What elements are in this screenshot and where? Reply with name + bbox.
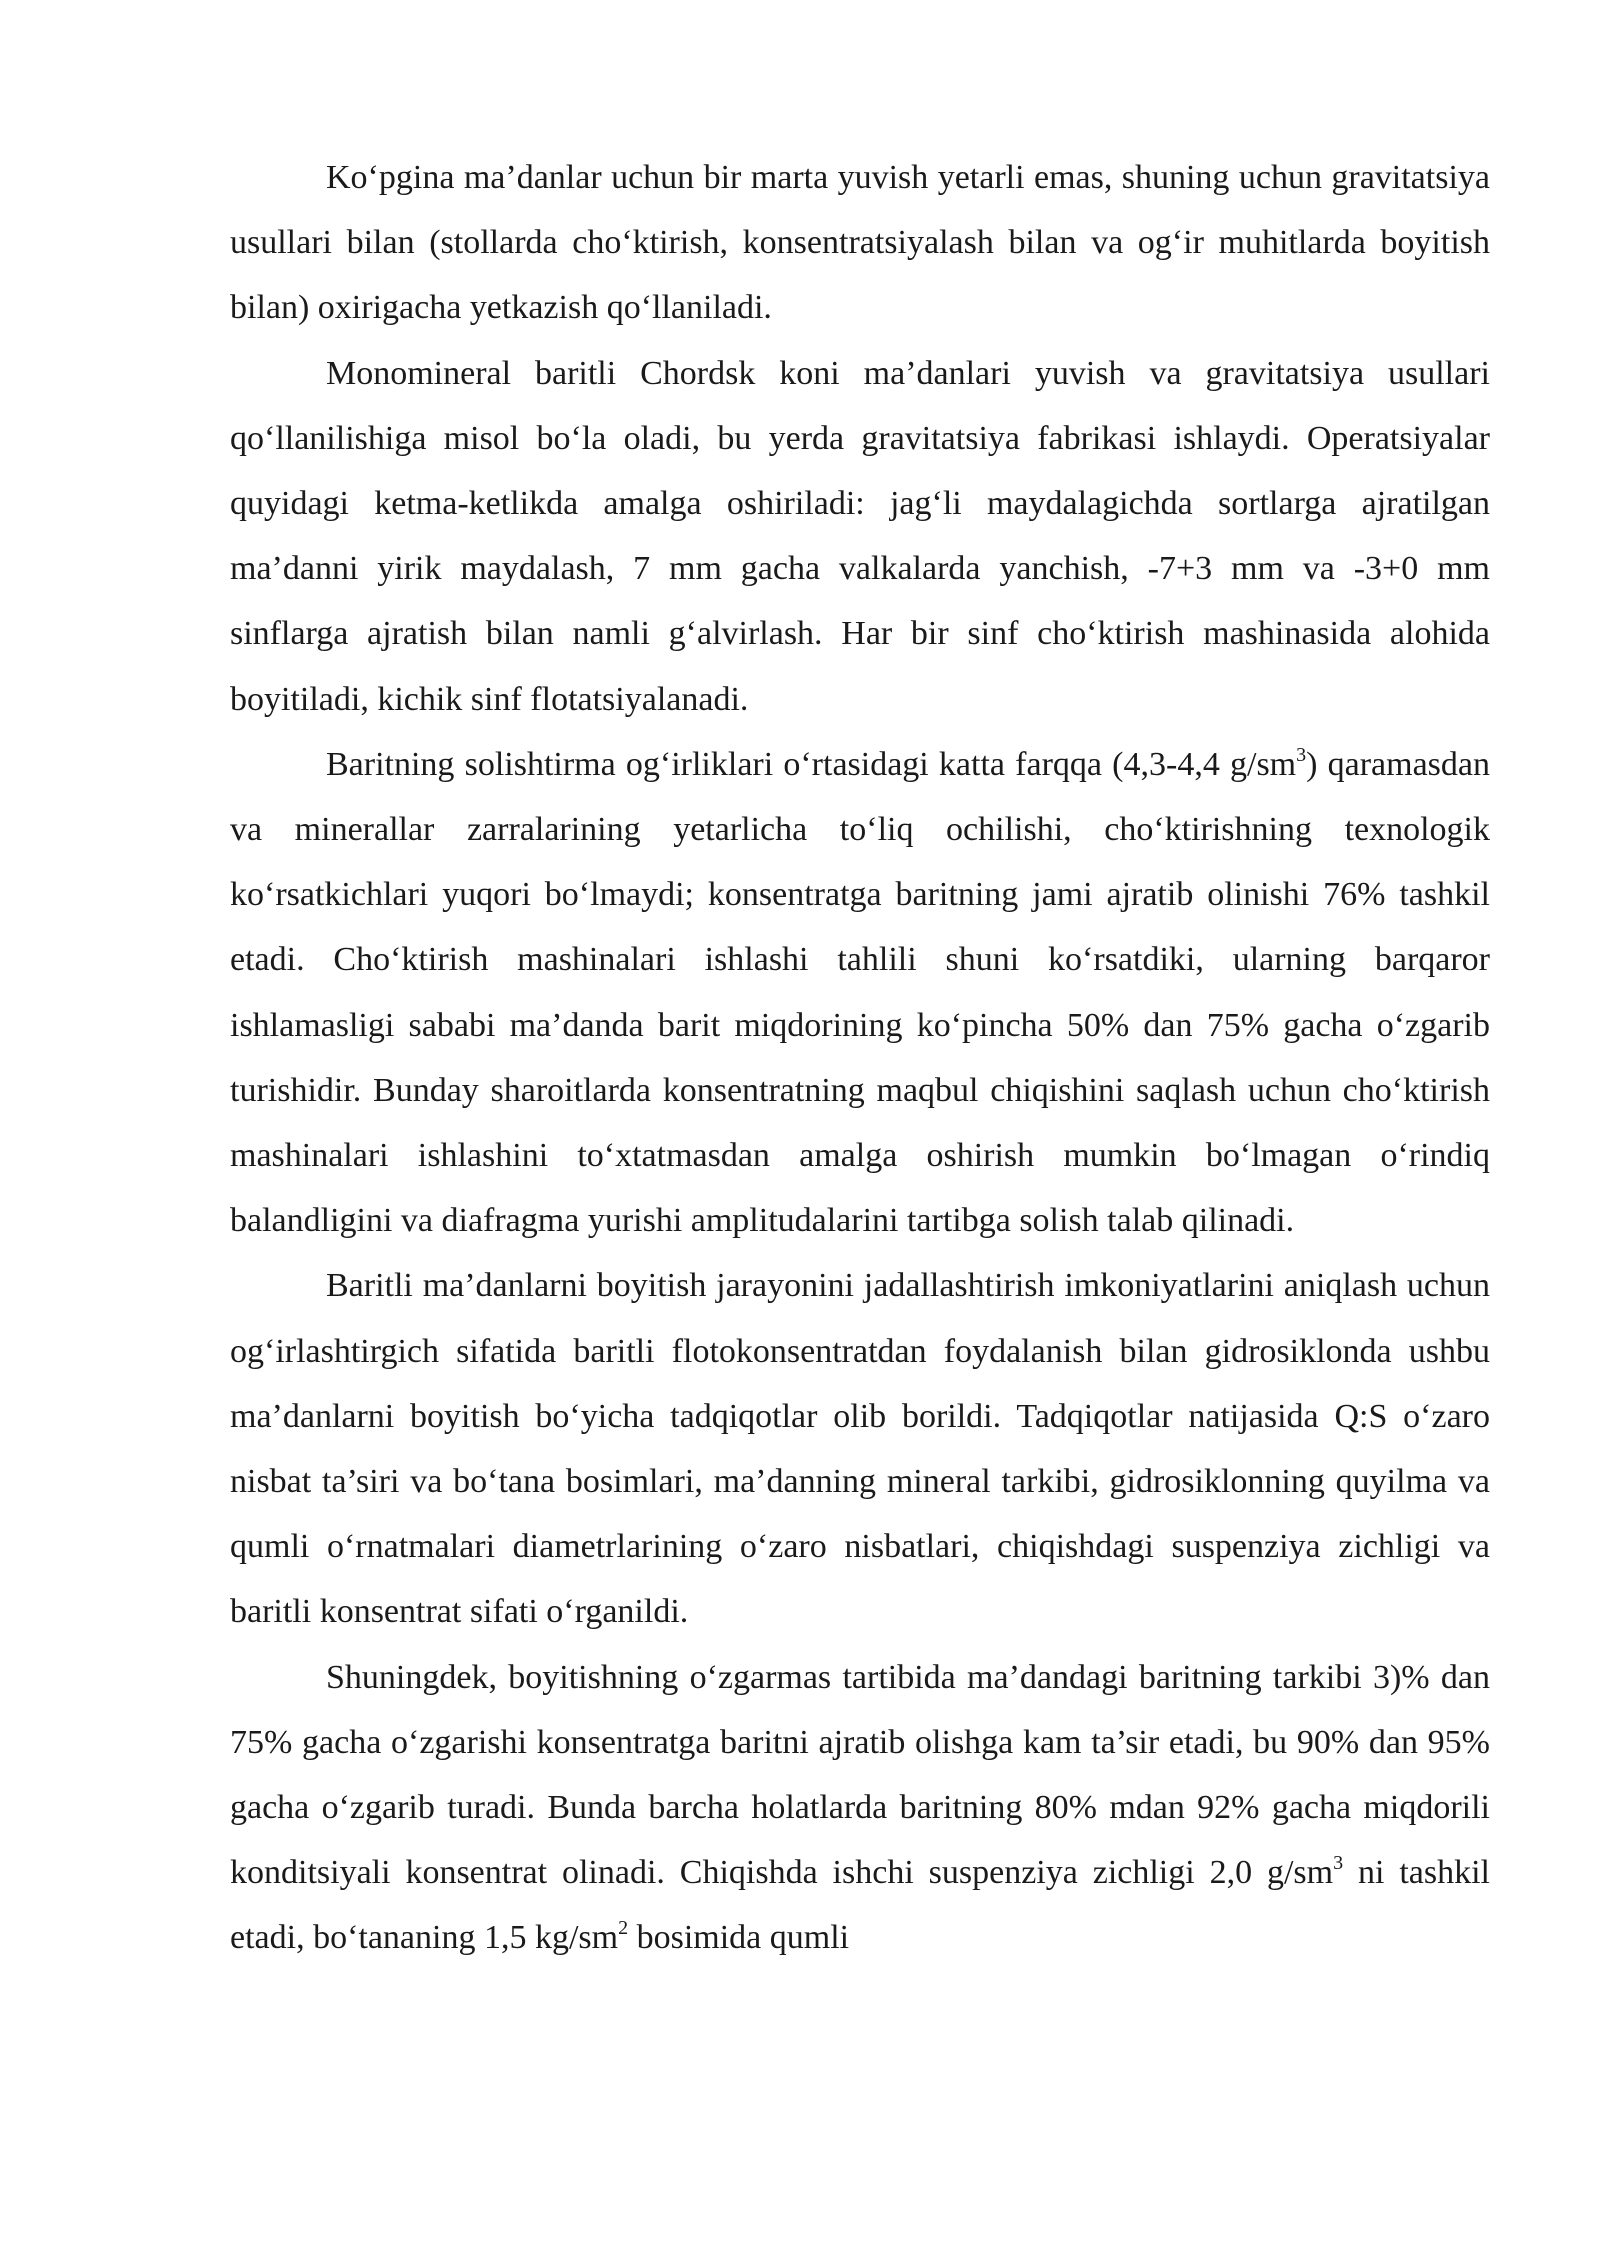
paragraph-3-text-a: Baritning solishtirma og‘irliklari o‘rtasidagi katta farqqa (4,3-4,4 g/sm (326, 745, 1297, 783)
superscript-square: 2 (618, 1917, 629, 1940)
document-page (230, 145, 1490, 1971)
paragraph-4: Baritli ma’danlarni boyitish jarayonini jadallashtirish imkoniyatlarini aniqlash uchun og‘irlashtirgich sifatida baritli flotokonsentratdan foydalanish bilan gidrosiklonda ushbu ma’danlarni boyitish bo‘yicha tadqiqotlar olib borildi. Tadqiqotlar natijasida Q:S o‘zaro nisbat ta’siri va bo‘tana bosimlari, ma’danning mineral tarkibi, gidrosiklonning quyilma va qumli o‘rnatmalari diametrlarining o‘zaro nisbatlari, chiqishdagi suspenziya zichligi va baritli konsentrat sifati o‘rganildi. (230, 1267, 1490, 1631)
paragraph-5 (230, 1645, 1490, 1971)
paragraph-3 (230, 732, 1490, 1254)
paragraph-5-text-a: Shuningdek, boyitishning o‘zgarmas tartibida ma’dandagi baritning tarkibi 3)% dan 75% gacha o‘zgarishi konsentratga baritni ajratib olishga kam ta’sir etadi, bu 90% dan 95% gacha o‘zgarib turadi. Bunda barcha holatlarda baritning 80% mdan 92% gacha miqdorili konditsiyali konsentrat olinadi. Chiqishda ishchi suspenziya zichligi 2,0 g/sm (230, 1658, 1490, 1892)
superscript-cube: 3 (1296, 743, 1307, 766)
paragraph-1: Ko‘pgina ma’danlar uchun bir marta yuvish yetarli emas, shuning uchun gravitatsiya usullari bilan (stollarda cho‘ktirish, konsentratsiyalash bilan va og‘ir muhitlarda boyitish bilan) oxirigacha yetkazish qo‘llaniladi. (230, 159, 1490, 327)
paragraph-3-text-b: ) qaramasdan va minerallar zarralarining yetarlicha to‘liq ochilishi, cho‘ktirishning texnologik ko‘rsatkichlari yuqori bo‘lmaydi; konsentratga baritning jami ajratib olinishi 76% tashkil etadi. Cho‘ktirish mashinalari ishlashi tahlili shuni ko‘rsatdiki, ularning barqaror ishlamasligi sababi ma’danda barit miqdorining ko‘pincha 50% dan 75% gacha o‘zgarib turishidir. Bunday sharoitlarda konsentratning maqbul chiqishini saqlash uchun cho‘ktirish mashinalari ishlashini to‘xtatmasdan amalga oshirish mumkin bo‘lmagan o‘rindiq balandligini va diafragma yurishi amplitudalarini tartibga solish talab qilinadi. (230, 745, 1490, 1240)
paragraph-5-text-b: ni tashkil etadi, bo‘tananing 1,5 kg/sm (230, 1854, 1490, 1957)
paragraph-5-text-c: bosimida qumli (628, 1919, 850, 1957)
superscript-cube: 3 (1333, 1852, 1344, 1875)
paragraph-2: Monomineral baritli Chordsk koni ma’danlari yuvish va gravitatsiya usullari qo‘llanilishiga misol bo‘la oladi, bu yerda gravitatsiya fabrikasi ishlaydi. Operatsiyalar quyidagi ketma-ketlikda amalga oshiriladi: jag‘li maydalagichda sortlarga ajratilgan ma’danni yirik maydalash, 7 mm gacha valkalarda yanchish, -7+3 mm va -3+0 mm sinflarga ajratish bilan namli g‘alvirlash. Har bir sinf cho‘ktirish mashinasida alohida boyitiladi, kichik sinf flotatsiyalanadi. (230, 354, 1490, 718)
